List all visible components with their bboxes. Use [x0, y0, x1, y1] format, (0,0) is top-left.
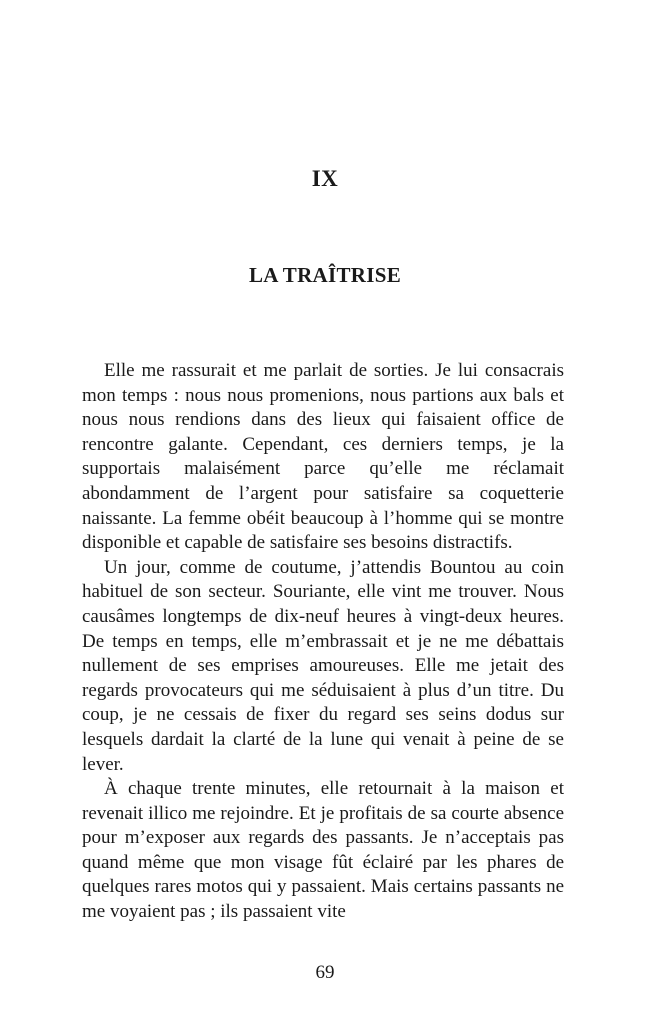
page-number: 69 [315, 962, 335, 983]
paragraph: Elle me rassurait et me parlait de sorties. Je lui consacrais mon temps : nous nous promenions, nous partions aux bals et nous nous rendions dans des lieux qui faisaient office de rencontre galante. Cependant, ces derniers temps, je la supportais malaisément parce qu’elle me réclamait abondamment de l’argent pour satisfaire sa coquetterie naissante. La femme obéit beaucoup à l’homme qui se montre disponible et capable de satisfaire ses besoins distractifs. [82, 360, 564, 554]
paragraph: À chaque trente minutes, elle retournait à la maison et revenait illico me rejoindre. Et je profitais de sa courte absence pour m’exposer aux regards des passants. Je n’acceptais pas quand même que mon visage fût éclairé par les phares de quelques rares motos qui y passaient. Mais certains passants ne me voyaient pas ; ils passaient vite [82, 778, 564, 923]
paragraph: Un jour, comme de coutume, j’attendis Bountou au coin habituel de son secteur. Souriante, elle vint me trouver. Nous causâmes longtemps de dix-neuf heures à vingt-deux heures. De temps en temps, elle m’embrassait et je ne me débattais nullement de ses emprises amoureuses. Elle me jetait des regards provocateurs qui me séduisaient à plus d’un titre. Du coup, je ne cessais de fixer du regard ses seins dodus sur lesquels dardait la clarté de la lune qui venait à peine de se lever. [82, 556, 564, 775]
chapter-body [82, 359, 564, 925]
chapter-number: IX [311, 166, 339, 191]
chapter-title: LA TRAÎTRISE [248, 263, 402, 287]
